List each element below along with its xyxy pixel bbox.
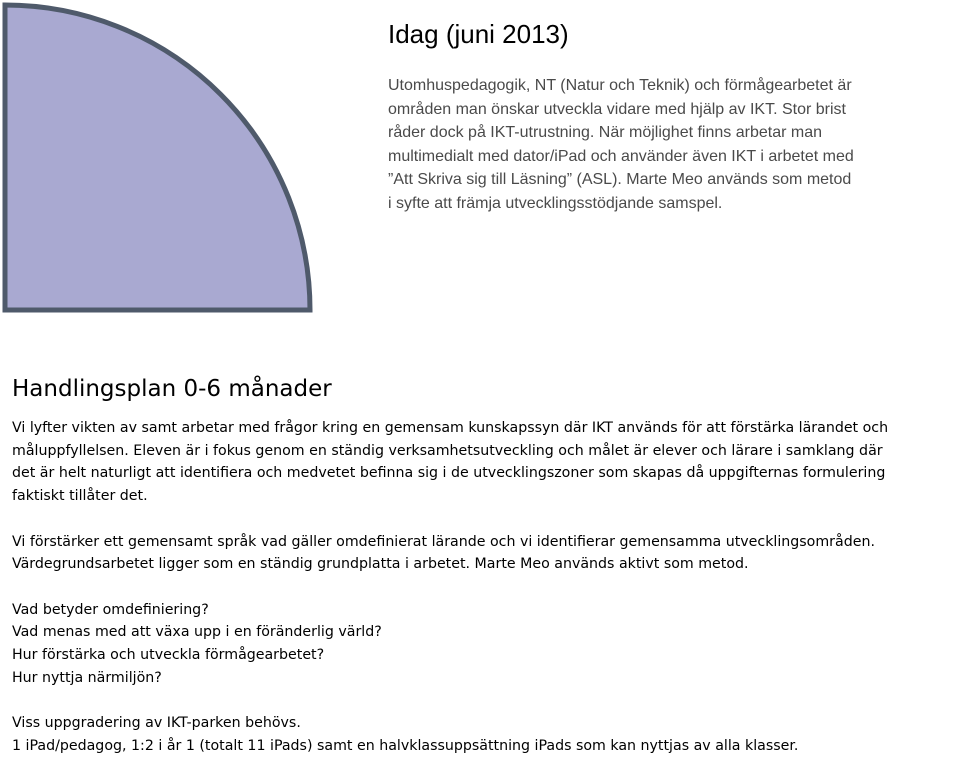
body-line: Vi förstärker ett gemensamt språk vad gäller omdefinierat lärande och vi identifierar gemensamma utvecklingsområden. <box>12 533 875 550</box>
body-line: faktiskt tillåter det. <box>12 488 148 505</box>
idag-line: multimedialt med dator/iPad och använder även IKT i arbetet med <box>388 147 854 165</box>
body-line: måluppfyllelsen. Eleven är i fokus genom en ständig verksamhetsutveckling och målet är elever och lärare i samklang där <box>12 442 883 459</box>
handlingsplan-paragraph-2 <box>12 531 960 576</box>
body-line: det är helt naturligt att identifiera och medvetet befinna sig i de utvecklingszoner som skapas då uppgifternas formulering <box>12 465 886 482</box>
question-line: Hur nyttja närmiljön? <box>12 669 162 686</box>
idag-line: ”Att Skriva sig till Läsning” (ASL). Marte Meo används som metod <box>388 171 852 188</box>
question-line: Vad betyder omdefiniering? <box>12 601 209 618</box>
idag-line: Utomhuspedagogik, NT (Natur och Teknik) och förmågearbetet är <box>388 77 852 94</box>
body-line: Värdegrundsarbetet ligger som en ständig grundplatta i arbetet. Marte Meo används aktivt som metod. <box>12 556 749 573</box>
handlingsplan-paragraph-1 <box>12 417 960 508</box>
paragraph-gap <box>12 508 960 531</box>
body-line: 1 iPad/pedagog, 1:2 i år 1 (totalt 11 iPads) samt en halvklassuppsättning iPads som kan nyttjas av alla klasser. <box>12 737 799 754</box>
body-line: Vi lyfter vikten av samt arbetar med frågor kring en gemensam kunskapssyn där IKT används för att förstärka lärandet och <box>12 420 889 436</box>
quarter-circle-decoration <box>0 0 320 320</box>
question-line: Vad menas med att växa upp i en föränderlig värld? <box>12 624 382 641</box>
paragraph-gap <box>12 689 960 712</box>
idag-line: områden man önskar utveckla vidare med hjälp av IKT. Stor brist <box>388 100 846 118</box>
quarter-circle-shape <box>5 5 310 310</box>
handlingsplan-questions <box>12 599 960 690</box>
paragraph-gap <box>12 576 960 599</box>
idag-title: Idag (juni 2013) <box>388 19 569 49</box>
idag-line: i syfte att främja utvecklingsstödjande samspel. <box>388 194 723 212</box>
handlingsplan-body <box>12 417 960 758</box>
idag-paragraph <box>388 74 948 215</box>
question-line: Hur förstärka och utveckla förmågearbetet? <box>12 647 325 663</box>
body-line: Viss uppgradering av IKT-parken behövs. <box>12 715 301 732</box>
idag-line: råder dock på IKT-utrustning. När möjlighet finns arbetar man <box>388 124 822 141</box>
handlingsplan-title: Handlingsplan 0-6 månader <box>12 376 332 402</box>
handlingsplan-paragraph-4 <box>12 712 960 757</box>
